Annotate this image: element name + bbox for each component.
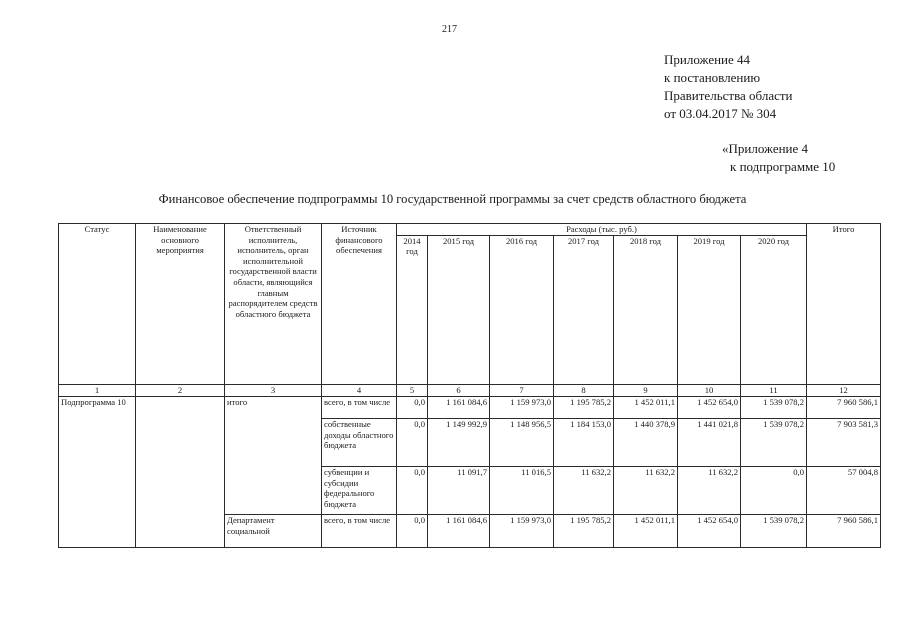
appendix-line: к постановлению: [664, 70, 761, 85]
value-cell: 1 148 956,5: [490, 419, 554, 467]
value-cell: 1 149 992,9: [428, 419, 490, 467]
value-cell: 1 452 654,0: [678, 515, 741, 548]
source-cell: всего, в том числе: [322, 397, 397, 419]
event-name-cell: [136, 397, 225, 548]
column-number: 5: [397, 385, 428, 397]
value-cell: 1 159 973,0: [490, 397, 554, 419]
value-cell: 1 452 011,1: [614, 397, 678, 419]
status-cell: Подпрограмма 10: [59, 397, 136, 548]
header-source: Источник финансового обеспечения: [322, 224, 397, 385]
value-cell: 1 452 011,1: [614, 515, 678, 548]
executor-cell: итого: [225, 397, 322, 515]
header-year: 2016 год: [490, 235, 554, 384]
value-cell: 1 452 654,0: [678, 397, 741, 419]
table-row: [59, 397, 881, 419]
total-cell: 7 903 581,3: [807, 419, 881, 467]
header-year: 2017 год: [554, 235, 614, 384]
source-cell: всего, в том числе: [322, 515, 397, 548]
column-number-row: [59, 385, 881, 397]
header-status: Статус: [59, 224, 136, 385]
header-year: 2015 год: [428, 235, 490, 384]
value-cell: 11 632,2: [614, 467, 678, 515]
value-cell: 1 440 378,9: [614, 419, 678, 467]
value-cell: 1 161 084,6: [428, 397, 490, 419]
value-cell: 0,0: [741, 467, 807, 515]
appendix-subheader: [722, 140, 835, 176]
value-cell: 1 195 785,2: [554, 397, 614, 419]
executor-cell: Департамент социальной: [225, 515, 322, 548]
value-cell: 1 539 078,2: [741, 419, 807, 467]
value-cell: 0,0: [397, 397, 428, 419]
value-cell: 11 632,2: [554, 467, 614, 515]
value-cell: 1 184 153,0: [554, 419, 614, 467]
header-row: [59, 224, 881, 236]
column-number: 10: [678, 385, 741, 397]
header-year: 2020 год: [741, 235, 807, 384]
value-cell: 0,0: [397, 515, 428, 548]
value-cell: 1 161 084,6: [428, 515, 490, 548]
value-cell: 1 441 021,8: [678, 419, 741, 467]
column-number: 11: [741, 385, 807, 397]
document-title: Финансовое обеспечение подпрограммы 10 государственной программы за счет средств областного бюджета: [158, 192, 747, 206]
header-executor: Ответственный исполнитель, исполнитель, орган исполнительной государственной власти области, являющийся главным распорядителем средств областного бюджета: [225, 224, 322, 385]
column-number: 4: [322, 385, 397, 397]
column-number: 1: [59, 385, 136, 397]
total-cell: 7 960 586,1: [807, 397, 881, 419]
column-number: 2: [136, 385, 225, 397]
value-cell: 11 091,7: [428, 467, 490, 515]
value-cell: 0,0: [397, 419, 428, 467]
source-cell: субвенции и субсидии федерального бюджета: [322, 467, 397, 515]
appendix-sub-line: к подпрограмме 10: [730, 159, 836, 174]
column-number: 9: [614, 385, 678, 397]
column-number: 7: [490, 385, 554, 397]
column-number: 3: [225, 385, 322, 397]
column-number: 8: [554, 385, 614, 397]
header-year: 2019 год: [678, 235, 741, 384]
appendix-sub-line: «Приложение 4: [722, 141, 809, 156]
header-year: 2014 год: [397, 235, 428, 384]
column-number: 12: [807, 385, 881, 397]
appendix-line: Приложение 44: [664, 52, 751, 67]
header-year: 2018 год: [614, 235, 678, 384]
value-cell: 1 159 973,0: [490, 515, 554, 548]
page-number: 217: [442, 24, 457, 35]
finance-table: [58, 223, 881, 548]
value-cell: 1 195 785,2: [554, 515, 614, 548]
total-cell: 7 960 586,1: [807, 515, 881, 548]
value-cell: 11 632,2: [678, 467, 741, 515]
value-cell: 1 539 078,2: [741, 397, 807, 419]
value-cell: 0,0: [397, 467, 428, 515]
header-expenses: Расходы (тыс. руб.): [397, 224, 807, 236]
header-event-name: Наименование основного мероприятия: [136, 224, 225, 385]
total-cell: 57 004,8: [807, 467, 881, 515]
value-cell: 11 016,5: [490, 467, 554, 515]
header-total: Итого: [807, 224, 881, 385]
source-cell: собственные доходы областного бюджета: [322, 419, 397, 467]
appendix-line: от 03.04.2017 № 304: [664, 106, 777, 121]
column-number: 6: [428, 385, 490, 397]
value-cell: 1 539 078,2: [741, 515, 807, 548]
appendix-header: [664, 51, 793, 123]
appendix-line: Правительства области: [664, 88, 793, 103]
